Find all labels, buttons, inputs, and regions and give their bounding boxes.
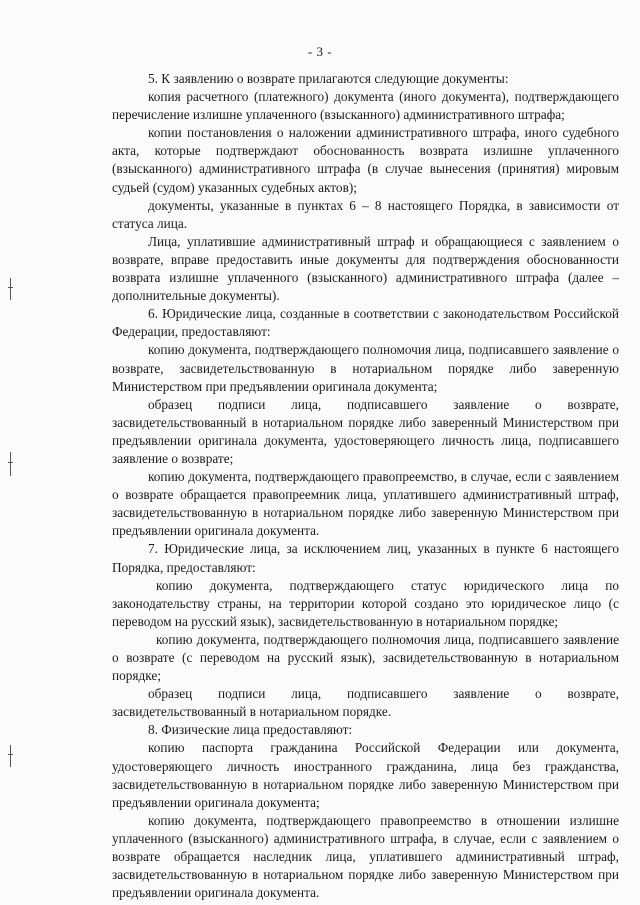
document-paragraph: копии постановления о наложении административного штрафа, иного судебного акта, которые подтверждают обоснованность возврата излишне уплаченного (взысканного) административного штрафа (в случае вынесения (принятия) мировым судьей (судом) указанных судебных актов); [112,125,619,195]
document-paragraph: документы, указанные в пунктах 6 – 8 настоящего Порядка, в зависимости от статуса лица. [112,197,619,231]
document-body [112,70,619,902]
document-paragraph: копию документа, подтверждающего статус юридического лица по законодательству страны, на территории которой создано это юридическое лицо (с переводом на русский язык), засвидетельствованную в нотариальном порядке; [112,577,619,629]
document-paragraph: Лица, уплатившие административный штраф и обращающиеся с заявлением о возврате, вправе предоставить иные документы для подтверждения обоснованности возврата излишне уплаченного (взысканного) административного штрафа (далее – дополнительные документы). [112,233,619,304]
document-paragraph: копию документа, подтверждающего правопреемство, в случае, если с заявлением о возврате обращается правопреемник лица, уплатившего административный штраф, засвидетельствованную в нотариальном порядке либо заверенную Министерством при предъявлении оригинала документа. [112,469,619,539]
document-paragraph: образец подписи лица, подписавшего заявление о возврате, засвидетельствованный в нотариальном порядке. [112,686,619,720]
document-paragraph: копию документа, подтверждающего правопреемство в отношении излишне уплаченного (взысканного) административного штрафа, в случае, если с заявлением о возврате обращается наследник лица, уплатившего административный штраф, засвидетельствованную в нотариальном порядке либо заверенную Министерством при предъявлении оригинала документа. [112,812,619,901]
document-paragraph: образец подписи лица, подписавшего заявление о возврате, засвидетельствованный в нотариальном порядке либо заверенный Министерством при предъявлении оригинала документа, удостоверяющего личность лица, подписавшего заявление о возврате; [112,396,619,466]
margin-binding-mark-middle [10,452,11,476]
page-number: - 3 - [307,44,333,59]
margin-binding-mark-top [10,278,11,300]
document-paragraph: 5. К заявлению о возврате прилагаются следующие документы: [148,71,509,86]
document-paragraph: 8. Физические лица предоставляют: [148,722,353,738]
document-paragraph: копию документа, подтверждающего полномочия лица, подписавшего заявление о возврате (с переводом на русский язык), засвидетельствованную в нотариальном порядке; [112,631,619,684]
document-paragraph: копия расчетного (платежного) документа (иного документа), подтверждающего перечисление излишне уплаченного (взысканного) административного штрафа; [112,89,619,123]
margin-binding-mark-bottom [10,745,11,767]
document-paragraph: 7. Юридические лица, за исключением лиц, указанных в пункте 6 настоящего Порядка, предоставляют: [112,541,619,575]
document-paragraph: копию паспорта гражданина Российской Федерации или документа, удостоверяющего личность иностранного гражданина, лица без гражданства, засвидетельствованную в нотариальном порядке либо заверенную Министерством при предъявлении оригинала документа; [112,740,619,810]
document-paragraph: 6. Юридические лица, созданные в соответствии с законодательством Российской Федерации, предоставляют: [112,306,619,340]
document-paragraph: копию документа, подтверждающего полномочия лица, подписавшего заявление о возврате, засвидетельствованную в нотариальном порядке либо заверенную Министерством при предъявлении оригинала документа; [112,342,619,394]
